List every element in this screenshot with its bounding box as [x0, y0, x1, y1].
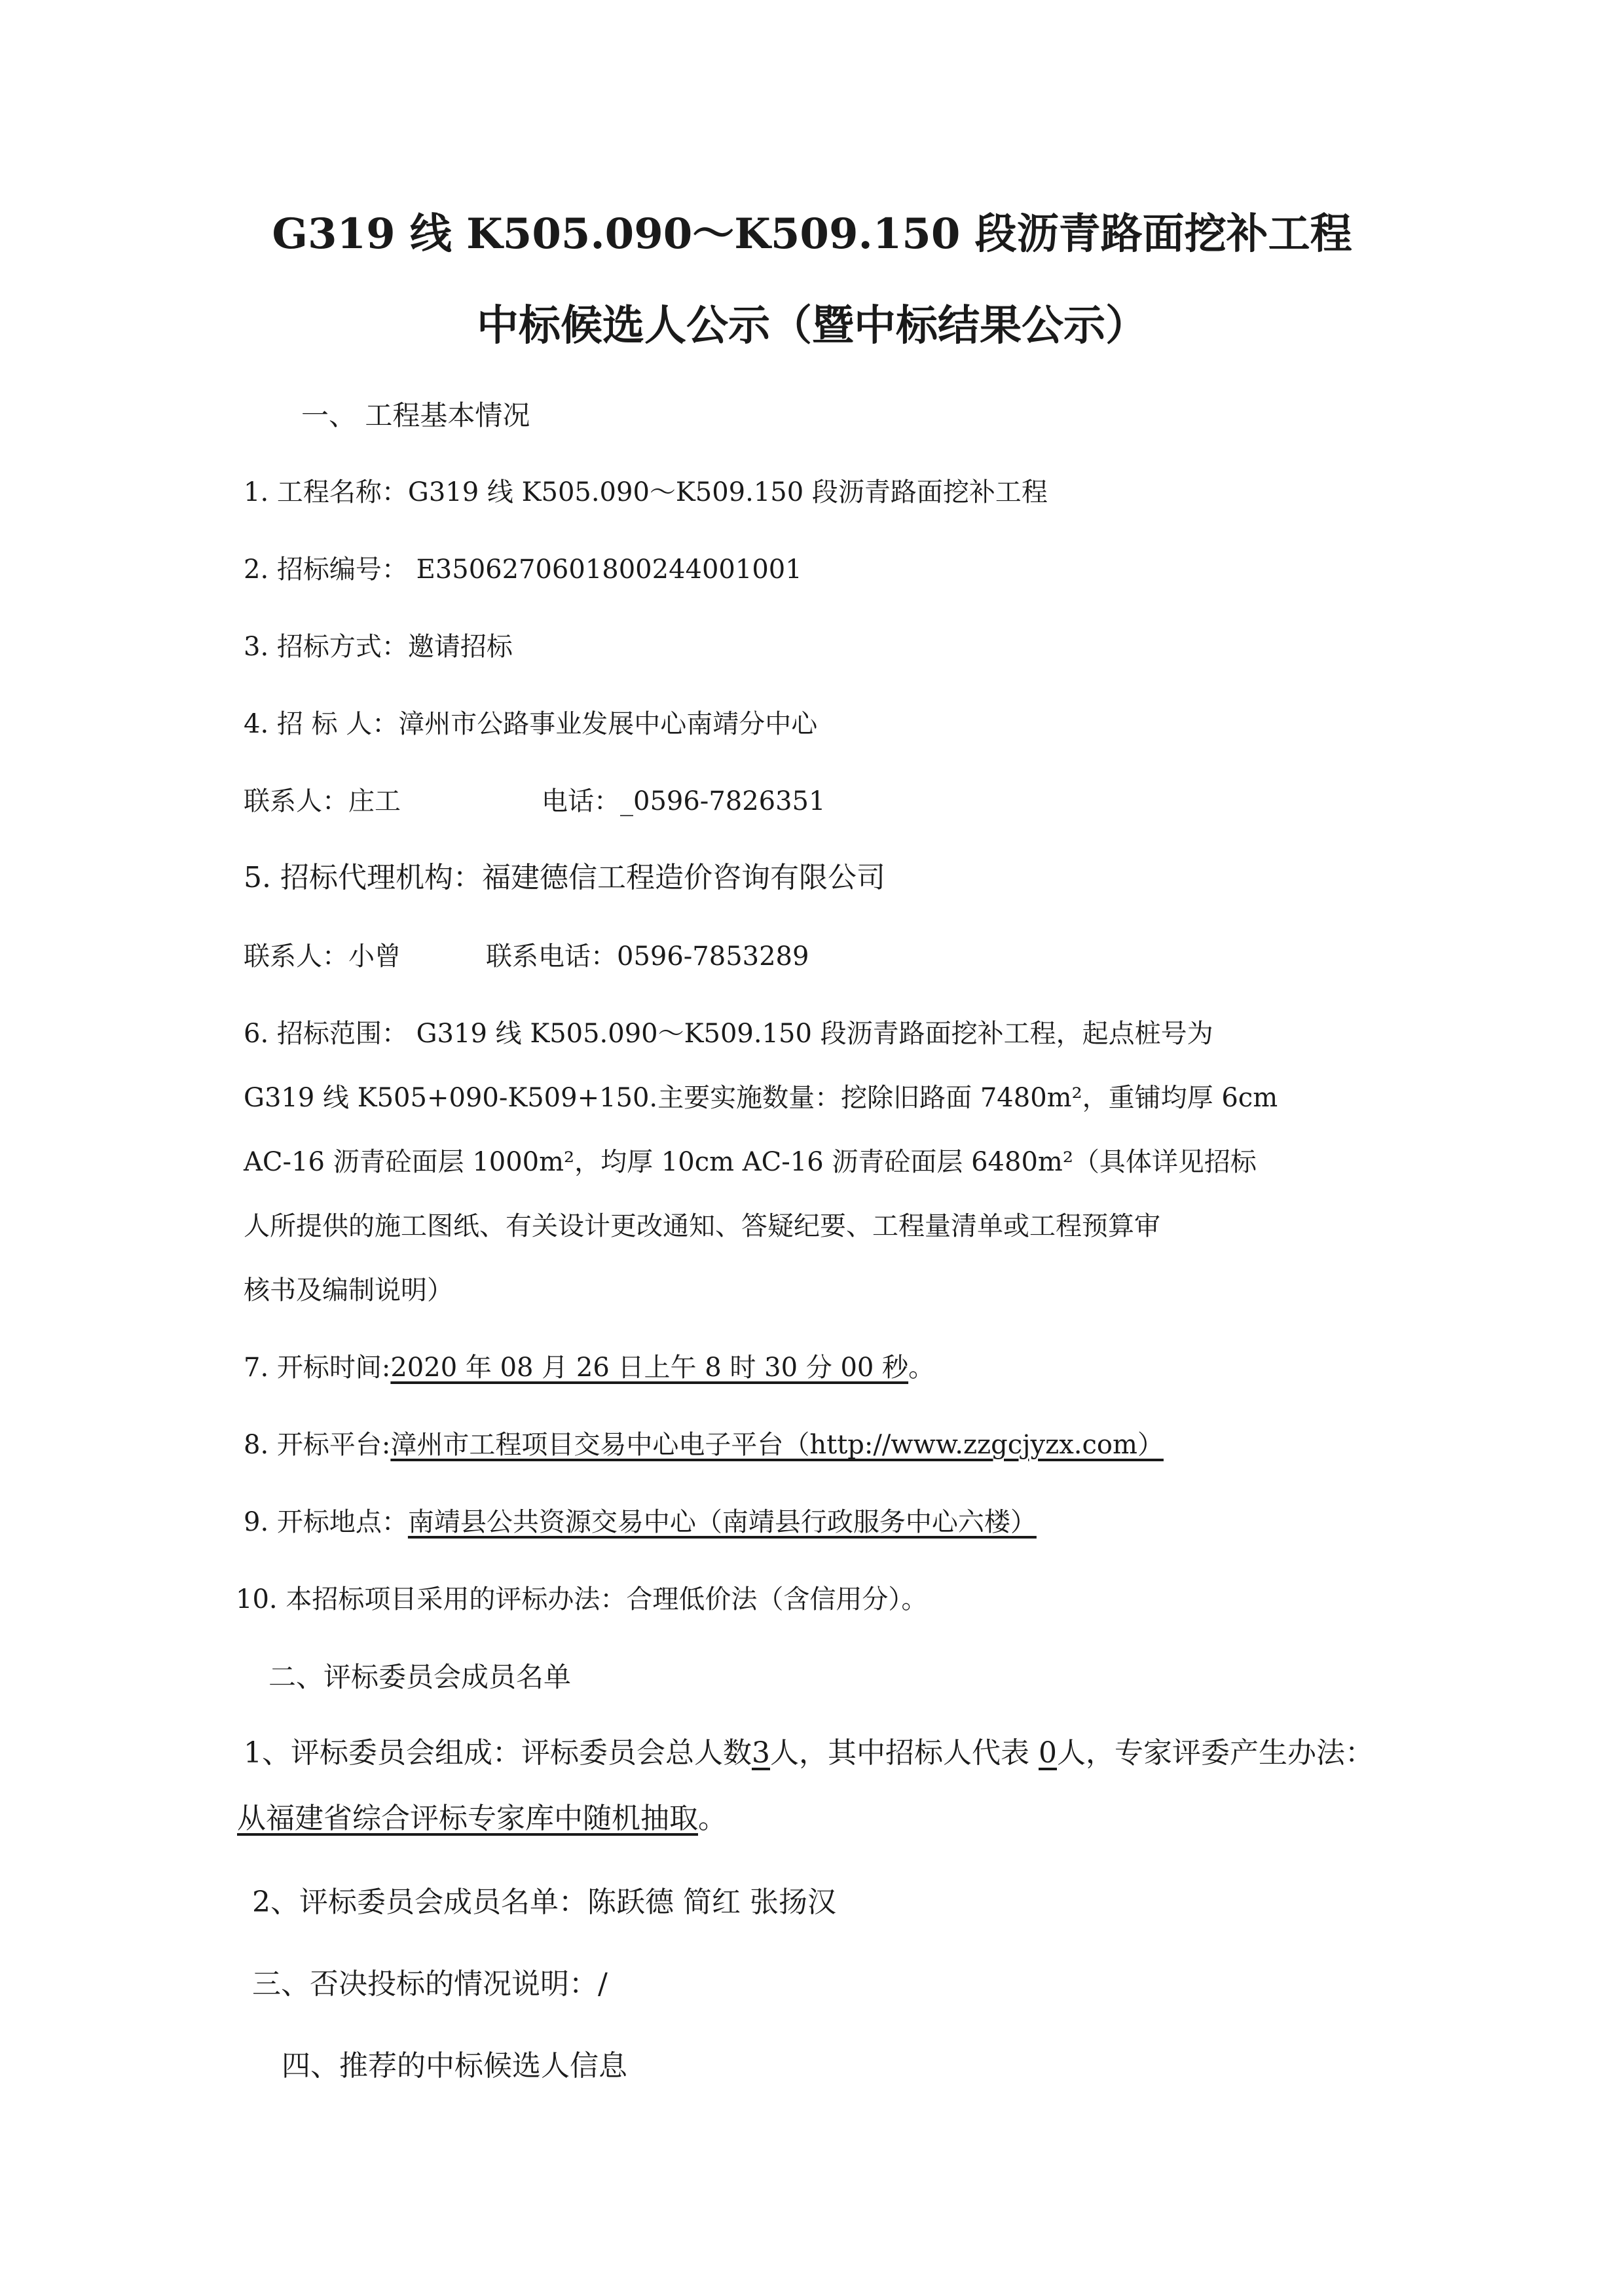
item-tender-method: 3. 招标方式：邀请招标 — [244, 632, 513, 662]
item-opening-platform — [244, 1429, 1164, 1461]
contact-tenderer-phone: _0596-7826351 — [620, 786, 826, 816]
item-opening-time — [244, 1352, 934, 1383]
item-scope-line-2: G319 线 K505+090-K509+150.主要实施数量：挖除旧路面 7480m²，重铺均厚 6cm — [244, 1083, 1278, 1113]
item-scope-line-5: 核书及编制说明） — [244, 1275, 453, 1305]
item-evaluation-method: 10. 本招标项目采用的评标办法：合理低价法（含信用分）。 — [236, 1584, 928, 1614]
item-agency: 5. 招标代理机构：福建德信工程造价咨询有限公司 — [244, 861, 885, 894]
item-tenderer: 4. 招 标 人：漳州市公路事业发展中心南靖分中心 — [244, 709, 818, 739]
committee-mid: 人，其中招标人代表 — [770, 1736, 1039, 1770]
section-1-heading: 一、 工程基本情况 — [301, 399, 530, 431]
committee-method — [237, 1802, 727, 1836]
committee-method-value: 从福建省综合评标专家库中随机抽取 — [237, 1802, 698, 1835]
opening-location-value: 南靖县公共资源交易中心（南靖县行政服务中心六楼） — [407, 1507, 1037, 1537]
opening-time-value: 2020 年 08 月 26 日上午 8 时 30 分 00 秒 — [390, 1353, 909, 1383]
committee-total: 3 — [752, 1736, 770, 1770]
committee-composition — [244, 1736, 1374, 1771]
doc-title-line2: 中标候选人公示（暨中标结果公示） — [477, 301, 1147, 350]
section-3-heading: 三、否决投标的情况说明：/ — [252, 1967, 608, 2001]
contact-agency-phone: 联系电话：0596-7853289 — [486, 941, 809, 972]
opening-location-label: 9. 开标地点： — [244, 1507, 408, 1537]
opening-platform-value: 漳州市工程项目交易中心电子平台（http://www.zzgcjyzx.com） — [390, 1430, 1164, 1460]
contact-agency-label: 联系人：小曾 — [244, 941, 401, 972]
item-scope-line-3: AC-16 沥青砼面层 1000m²，均厚 10cm AC-16 沥青砼面层 6480m²（具体详见招标 — [244, 1147, 1257, 1177]
item-scope-line-4: 人所提供的施工图纸、有关设计更改通知、答疑纪要、工程量清单或工程预算审 — [244, 1211, 1160, 1241]
contact-tenderer — [244, 786, 825, 817]
section-4-heading: 四、推荐的中标候选人信息 — [282, 2049, 627, 2083]
opening-time-tail: 。 — [908, 1353, 935, 1383]
committee-prefix: 1、评标委员会组成：评标委员会总人数 — [244, 1736, 752, 1770]
section-2-heading: 二、评标委员会成员名单 — [268, 1661, 572, 1693]
item-tender-number: 2. 招标编号： E3506270601800244001001 — [244, 555, 802, 585]
committee-members: 2、评标委员会成员名单：陈跃德 简红 张扬汉 — [252, 1886, 836, 1919]
contact-tenderer-label: 联系人：庄工 — [244, 786, 401, 816]
opening-time-label: 7. 开标时间: — [244, 1353, 391, 1383]
opening-platform-label: 8. 开标平台: — [244, 1430, 391, 1460]
item-scope-line-1: 6. 招标范围： G319 线 K505.090～K509.150 段沥青路面挖补工程，起点桩号为 — [244, 1019, 1213, 1049]
committee-method-tail: 。 — [698, 1802, 727, 1835]
contact-agency — [244, 941, 809, 972]
item-project-name: 1. 工程名称：G319 线 K505.090～K509.150 段沥青路面挖补工程 — [244, 477, 1048, 507]
committee-rep: 0 — [1039, 1736, 1057, 1770]
contact-tenderer-phone-label: 电话： — [542, 786, 620, 816]
doc-title-line1: G319 线 K505.090～K509.150 段沥青路面挖补工程 — [272, 210, 1352, 259]
item-opening-location — [244, 1506, 1037, 1538]
committee-suffix: 人，专家评委产生办法： — [1057, 1736, 1374, 1770]
